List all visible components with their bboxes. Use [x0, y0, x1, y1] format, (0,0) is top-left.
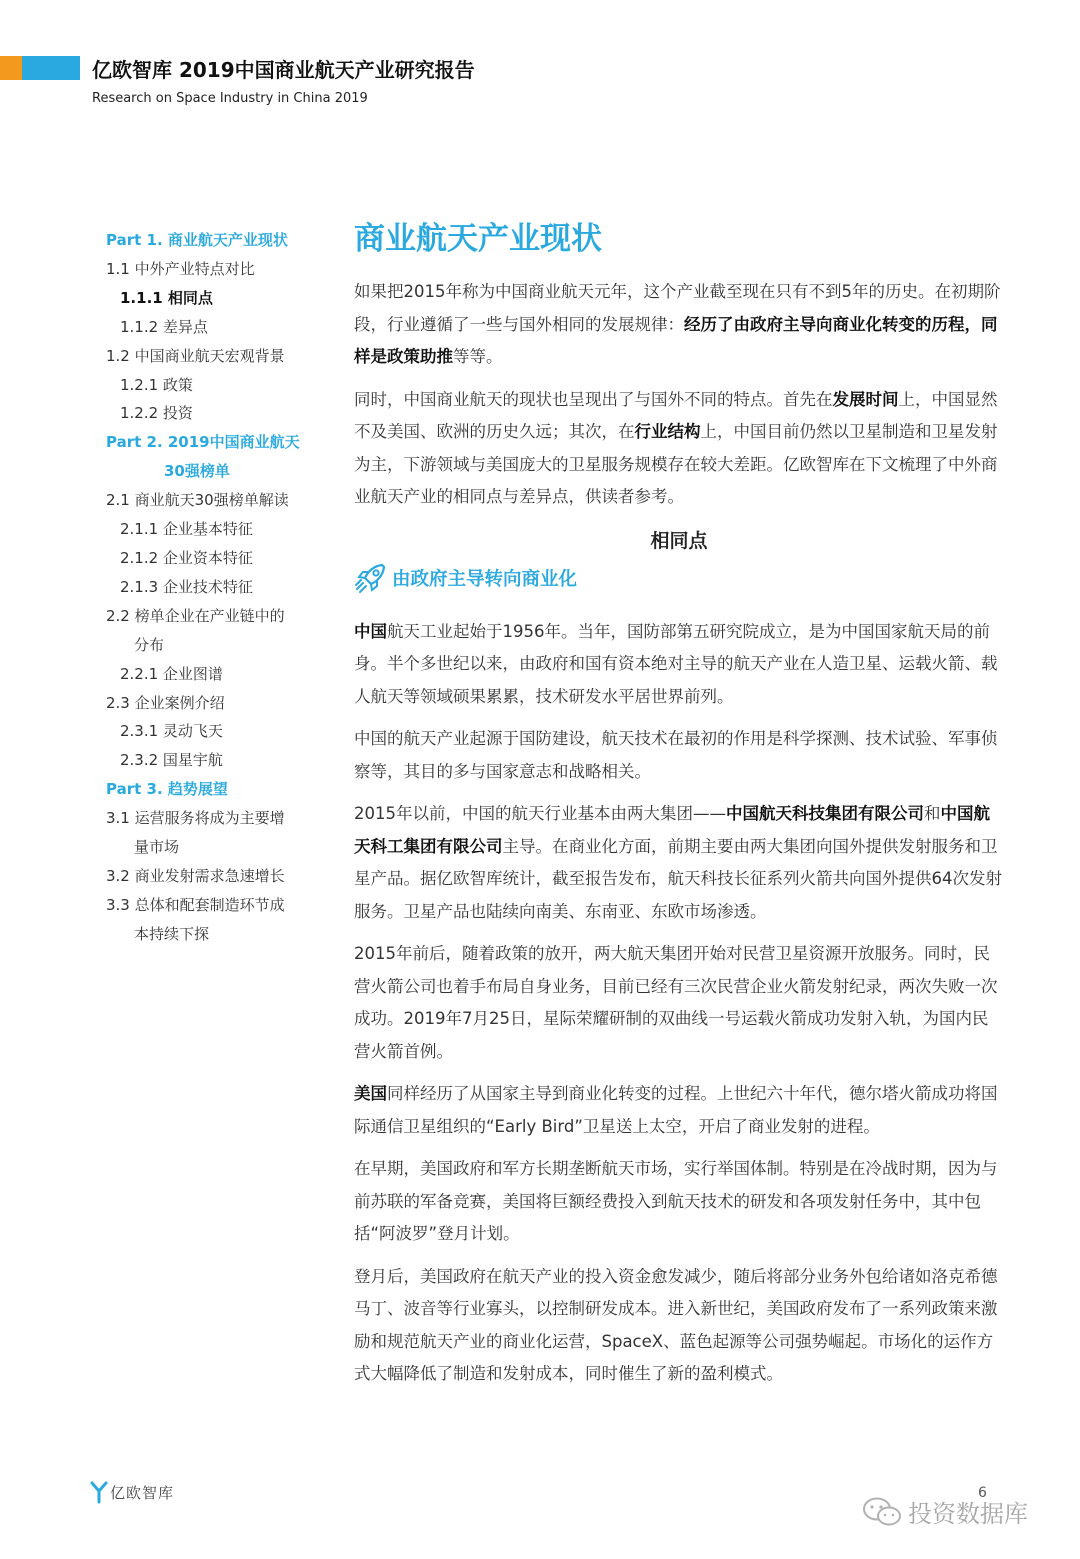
paragraph-china-history: 中国航天工业起始于1956年。当年，国防部第五研究院成立，是为中国国家航天局的前身。半个多世纪以来，由政府和国有资本绝对主导的航天产业在人造卫星、运载火箭、载人航天等领域硕果累累，技术研发水平居世界前列。 [354, 621, 998, 706]
toc-part-heading[interactable]: Part 2. 2019中国商业航天 [106, 433, 300, 452]
paragraph-us-commercial: 登月后，美国政府在航天产业的投入资金愈发减少，随后将部分业务外包给诸如洛克希德马丁、波音等行业寡头，以控制研发成本。进入新世纪，美国政府发布了一系列政策来激励和规范航天产业的商业化运营，SpaceX、蓝色起源等公司强势崛起。市场化的运作方式大幅降低了制造和发射成本，同时催生了新的盈利模式。 [354, 1266, 998, 1383]
section-title: 商业航天产业现状 [354, 221, 602, 257]
toc-entry[interactable]: 2.3 企业案例介绍 [106, 693, 225, 712]
toc-entry[interactable]: 2.1 商业航天30强榜单解读 [106, 491, 289, 510]
paragraph-china-origin: 中国的航天产业起源于国防建设，航天技术在最初的作用是科学探测、技术试验、军事侦察等，其目的多与国家意志和战略相关。 [354, 729, 998, 781]
toc-entry[interactable]: 2.1.1 企业基本特征 [120, 520, 253, 539]
toc-part-heading[interactable]: Part 1. 商业航天产业现状 [106, 231, 288, 249]
topic-title: 由政府主导转向商业化 [392, 568, 578, 590]
main-content [354, 214, 1004, 1401]
footer-logo-text: 亿欧智库 [110, 1483, 175, 1502]
toc-entry[interactable]: 1.1.2 差异点 [120, 317, 208, 336]
paragraph-china-private: 2015年前后，随着政策的放开，两大航天集团开始对民营卫星资源开放服务。同时，民营火箭公司也着手布局自身业务，目前已经有三次民营企业火箭发射纪录，两次失败一次成功。2019年7月25日，星际荣耀研制的双曲线一号运载火箭成功发射入轨，为国内民营火箭首例。 [354, 944, 998, 1061]
toc-entry[interactable]: 1.2 中国商业航天宏观背景 [106, 346, 285, 365]
header-accent-blue [22, 56, 80, 80]
toc-entry[interactable]: 2.2 榜单企业在产业链中的 [106, 606, 285, 625]
topic-heading [354, 558, 1004, 598]
toc-entry[interactable]: 1.1 中外产业特点对比 [106, 259, 255, 278]
footer-logo [90, 1480, 174, 1504]
yiou-logo-icon [90, 1480, 108, 1504]
header-accent-orange [0, 56, 22, 80]
intro-paragraph-2: 同时，中国商业航天的现状也呈现出了与国外不同的特点。首先在发展时间上，中国显然不及美国、欧洲的历史久远；其次，在行业结构上，中国目前仍然以卫星制造和卫星发射为主，下游领域与美国庞大的卫星服务规模存在较大差距。亿欧智库在下文梳理了中外商业航天产业的相同点与差异点，供读者参考。 [354, 389, 998, 506]
toc-entry[interactable]: 2.2.1 企业图谱 [120, 664, 223, 683]
report-subtitle: Research on Space Industry in China 2019 [92, 91, 368, 106]
paragraph-china-groups: 2015年以前，中国的航天行业基本由两大集团——中国航天科技集团有限公司和中国航天科工集团有限公司主导。在商业化方面，前期主要由两大集团向国外提供发射服务和卫星产品。据亿欧智库统计，截至报告发布，航天科技长征系列火箭共向国外提供64次发射服务。卫星产品也陆续向南美、东南亚、东欧市场渗透。 [354, 804, 1002, 921]
toc-entry[interactable]: 3.3 总体和配套制造环节成 [106, 895, 285, 914]
paragraph-us-history: 美国同样经历了从国家主导到商业化转变的过程。上世纪六十年代，德尔塔火箭成功将国际通信卫星组织的“Early Bird”卫星送上太空，开启了商业发射的进程。 [354, 1084, 998, 1136]
watermark [862, 1494, 1028, 1529]
toc-entry[interactable]: 本持续下探 [134, 924, 210, 943]
toc-entry[interactable]: 3.2 商业发射需求急速增长 [106, 866, 285, 885]
toc-entry[interactable]: 1.1.1 相同点 [120, 288, 213, 307]
page-number: 6 [978, 1485, 987, 1501]
wechat-icon [862, 1495, 902, 1529]
toc-entry[interactable]: 2.3.1 灵动飞天 [120, 722, 223, 741]
toc-entry[interactable]: 量市场 [134, 838, 180, 857]
intro-paragraph-1: 如果把2015年称为中国商业航天元年，这个产业截至现在只有不到5年的历史。在初期阶段，行业遵循了一些与国外相同的发展规律：经历了由政府主导向商业化转变的历程，同样是政策助推等等。 [354, 282, 1001, 366]
report-title: 亿欧智库 2019中国商业航天产业研究报告 [92, 58, 475, 82]
subheading-similarities: 相同点 [650, 529, 708, 552]
toc-entry[interactable]: 1.2.2 投资 [120, 404, 193, 423]
toc-entry[interactable]: 2.1.3 企业技术特征 [120, 577, 253, 596]
toc-entry[interactable]: 1.2.1 政策 [120, 375, 193, 394]
toc-entry[interactable]: 2.1.2 企业资本特征 [120, 548, 253, 567]
toc-entry[interactable]: 2.3.2 国星宇航 [120, 751, 223, 770]
paragraph-us-early: 在早期，美国政府和军方长期垄断航天市场，实行举国体制。特别是在冷战时期，因为与前苏联的军备竞赛，美国将巨额经费投入到航天技术的研发和各项发射任务中，其中包括“阿波罗”登月计划。 [354, 1159, 998, 1243]
toc-entry[interactable]: 分布 [134, 635, 165, 654]
watermark-text: 投资数据库 [908, 1500, 1028, 1528]
toc-part-heading[interactable]: 30强榜单 [164, 462, 230, 481]
toc-entry[interactable]: 3.1 运营服务将成为主要增 [106, 809, 285, 828]
toc-part-heading[interactable]: Part 3. 趋势展望 [106, 780, 228, 799]
rocket-icon [354, 561, 388, 595]
table-of-contents [106, 226, 316, 949]
